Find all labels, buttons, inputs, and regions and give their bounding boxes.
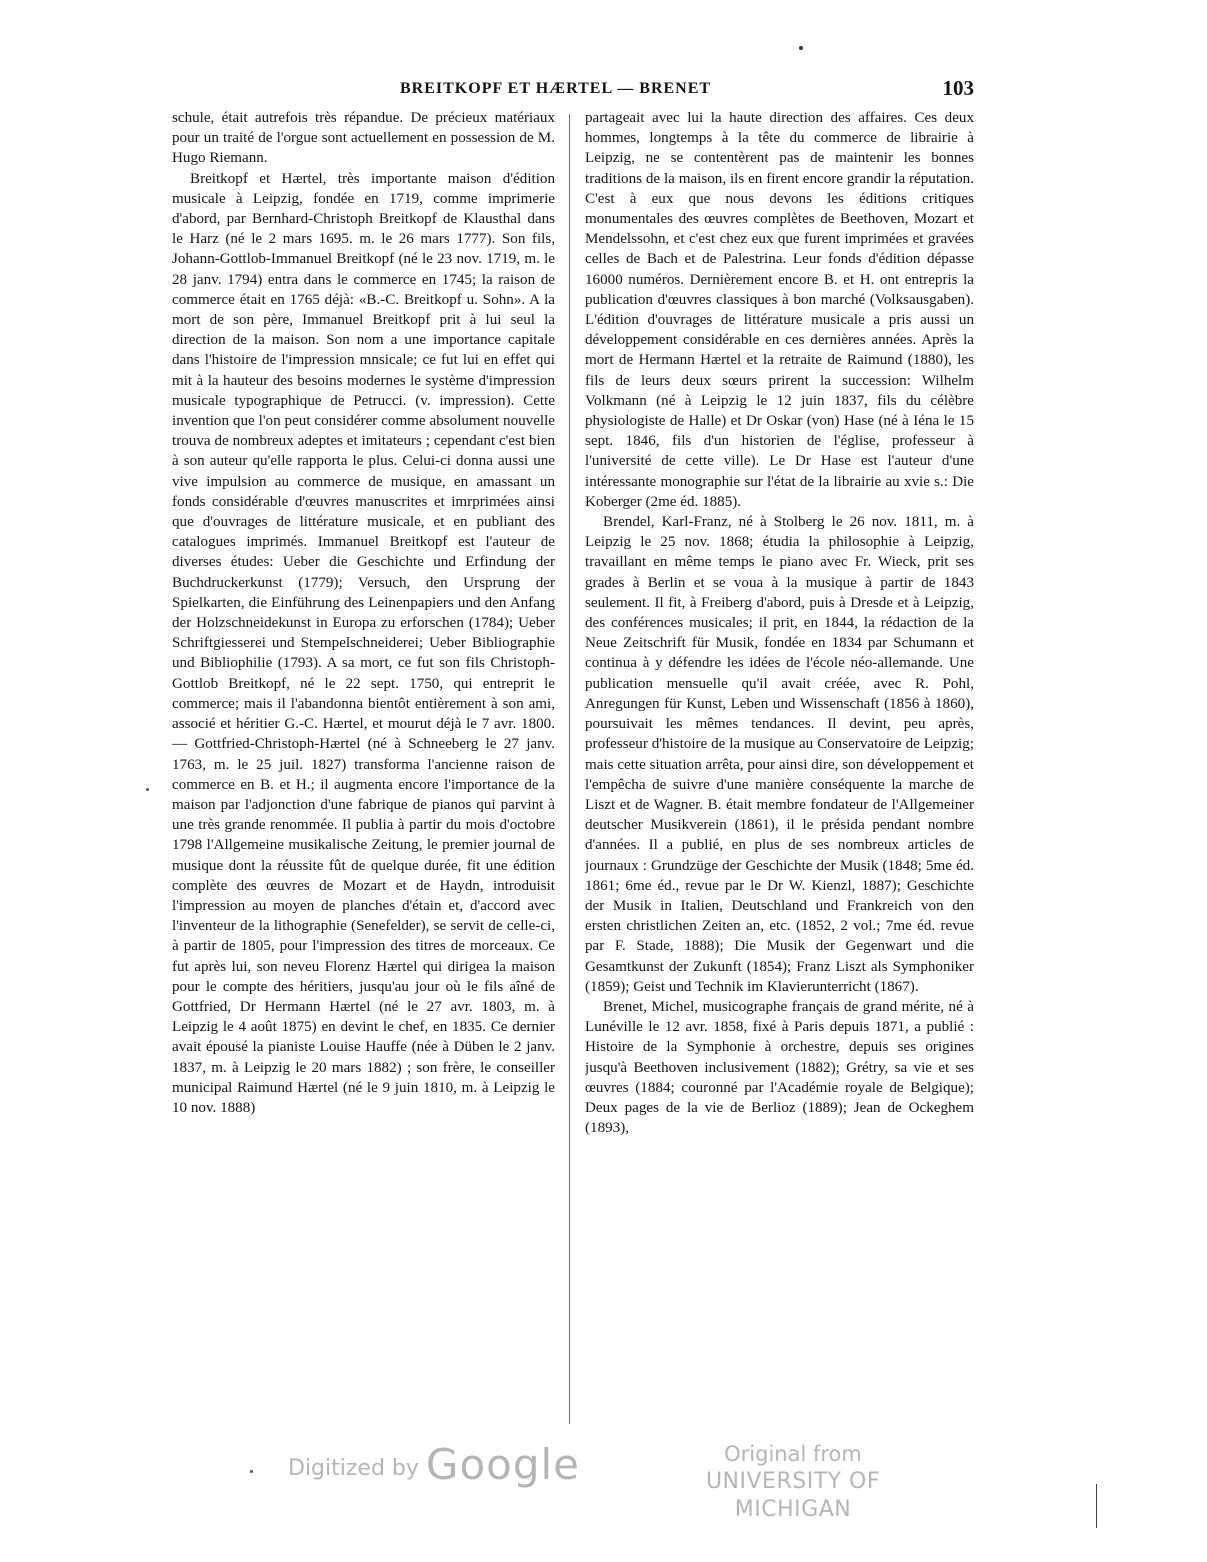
speck-bottom — [250, 1470, 253, 1473]
right-paragraph-1: partageait avec lui la haute direction des affaires. Ces deux hommes, longtemps à la tête du commerce de librairie à Leipzig, ne se contentèrent pas de maintenir les bonnes traditions de la maison, ils en firent encore grandir la réputation. C'est à eux que nous devons les éditions critiques monumentales des œuvres complètes de Beethoven, Mozart et Mendelssohn, et c'est chez eux que furent imprimées et gravées celles de Bach et de Palestrina. Leur fonds d'édition dépasse 16000 numéros. Dernièrement encore B. et H. ont entrepris la publication d'œuvres classiques à bon marché (Volksausgaben). L'édition d'ouvrages de littérature musicale a pris aussi un développement considérable en ces dernières années. Après la mort de Hermann Hærtel et la retraite de Raimund (1880), les fils de leurs deux sœurs prirent la succession: Wilhelm Volkmann (né à Leipzig le 12 juin 1837, fils du célèbre physiologiste de Halle) et Dr Oskar (von) Hase (né à Iéna le 15 sept. 1846, fils d'un historien de l'église, professeur à l'université de cette ville). Le Dr Hase est l'auteur d'une intéressante monographie sur l'état de la librairie au xvie s.: Die Koberger (2me éd. 1885). — [585, 110, 974, 510]
speck-top — [799, 46, 803, 50]
entry-brenet: Brenet, Michel, musicographe français de grand mérite, né à Lunéville le 12 avr. 1858, fixé à Paris depuis 1871, a publié : Histoire de la Symphonie à orchestre, depuis ses origines jusqu'à Beethoven inclusivement (1882); Grétry, sa vie et ses œuvres (1884; couronné par l'Académie royale de Belgique); Deux pages de la vie de Berlioz (1889); Jean de Ockeghem (1893), — [585, 998, 974, 1137]
original-from-label: Original from — [724, 1442, 862, 1466]
left-column — [172, 108, 555, 1428]
right-column — [585, 108, 974, 1428]
page-header — [400, 76, 976, 104]
digitized-by-watermark — [288, 1440, 580, 1489]
running-head: BREITKOPF ET HÆRTEL — BRENET — [400, 80, 712, 97]
page-number: 103 — [942, 76, 974, 100]
digitized-prefix: Digitized by — [288, 1456, 419, 1481]
original-from-watermark — [668, 1440, 918, 1524]
speck-left — [146, 788, 149, 791]
entry-brendel: Brendel, Karl-Franz, né à Stolberg le 26 nov. 1811, m. à Leipzig le 25 nov. 1868; étudia la philosophie à Leipzig, travaillant en même temps le piano avec Fr. Wieck, prit ses grades à Berlin et se voua à la musique à partir de 1843 seulement. Il fit, à Freiberg d'abord, puis à Dresde et à Leipzig, des conférences musicales; il prit, en 1844, la rédaction de la Neue Zeitschrift für Musik, fondée en 1834 par Schumann et continua à y défendre les idées de l'école néo-allemande. Une publication mensuelle qu'il avait créée, avec R. Pohl, Anregungen für Kunst, Leben und Wissenschaft (1856 à 1860), poursuivait les mêmes tendances. Il devint, peu après, professeur d'histoire de la musique au Conservatoire de Leipzig; mais cette situation arrêta, pour ainsi dire, son développement et l'empêcha de suivre d'une manière conséquente la marche de Liszt et de Wagner. B. était membre fondateur de l'Allgemeiner deutscher Musikverein (1861), il le présida pendant nombre d'années. Il a publié, en plus de ses nombreux articles de journaux : Grundzüge der Geschichte der Musik (1848; 5me éd. 1861; 6me éd., revue par le Dr W. Kienzl, 1887); Geschichte der Musik in Italien, Deutschland und Frankreich von den ersten christlichen Zeiten an, etc. (1852, 2 vol.; 7me éd. revue par F. Stade, 1888); Die Musik der Gegenwart und die Gesamtkunst der Zukunft (1854); Franz Liszt als Symphoniker (1859); Geist und Technik im Klavierunterricht (1867). — [585, 514, 974, 995]
column-divider — [569, 114, 570, 1424]
google-logo-text: Google — [425, 1440, 581, 1489]
scan-edge-mark — [1096, 1484, 1097, 1528]
entry-breitkopf-haertel: Breitkopf et Hærtel, très importante maison d'édition musicale à Leipzig, fondée en 1719, comme imprimerie d'abord, par Bernhard-Christoph Breitkopf de Klausthal dans le Harz (né le 2 mars 1695. m. le 26 mars 1777). Son fils, Johann-Gottlob-Immanuel Breitkopf (né le 23 nov. 1719, m. le 28 janv. 1794) entra dans le commerce en 1745; la raison de commerce était en 1765 déjà: «B.-C. Breitkopf u. Sohn». A la mort de son père, Immanuel Breitkopf prit à lui seul la direction de la maison. Son nom a une importance capitale dans l'histoire de l'impression mnsicale; ce fut lui en effet qui mit à la hauteur des besoins modernes le système d'impression musicale typographique de Petrucci. (v. impression). Cette invention que l'on peut considérer comme absolument nouvelle trouva de nombreux adeptes et imitateurs ; cependant c'est bien à son auteur qu'elle rapporta le plus. Celui-ci donna aussi une vive impulsion au commerce de musique, en amassant un fonds considérable d'œuvres manuscrites et imrprimées ainsi que d'ouvrages de littérature musicale, et en publiant des catalogues imprimés. Immanuel Breitkopf est l'auteur de diverses études: Ueber die Geschichte und Erfindung der Buchdruckerkunst (1779); Versuch, den Ursprung der Spielkarten, die Einführung des Leinenpapiers und den Anfang der Holzschneidekunst in Europa zu erforschen (1784); Ueber Schriftgiesserei und Stempelschneiderei; Ueber Bibliographie und Bibliophilie (1793). A sa mort, ce fut son fils Christoph-Gottlob Breitkopf, né le 22 sept. 1750, qui entreprit le commerce; mais il l'abandonna bientôt entièrement à son ami, associé et héritier G.-C. Hærtel, et mourut déjà le 7 avr. 1800. — Gottfried-Christoph-Hærtel (né à Schneeberg le 27 janv. 1763, m. le 25 juil. 1827) transforma l'ancienne raison de commerce en B. et H.; il augmenta encore l'importance de la maison par l'adjonction d'une fabrique de pianos qui parvint à une très grande renommée. Il publia à partir du mois d'octobre 1798 l'Allgemeine musikalische Zeitung, le premier journal de musique dont la réussite fût de quelque durée, fit une édition complète des œuvres de Mozart et de Haydn, introduisit l'impression au moyen de planches d'étain et, d'accord avec l'inventeur de la lithographie (Senefelder), se servit de celle-ci, à partir de 1805, pour l'impression des titres de morceaux. Ce fut après lui, son neveu Florenz Hærtel qui dirigea la maison pour le compte des héritiers, jusqu'au jour où le fils aîné de Gottfried, Dr Hermann Hærtel (né le 27 avr. 1803, m. à Leipzig le 4 août 1875) en devint le chef, en 1835. Ce dernier avait épousé la pianiste Louise Hauffe (née à Düben le 2 janv. 1837, m. à Leipzig le 20 mars 1882) ; son frère, le conseiller municipal Raimund Hærtel (né le 9 juin 1810, m. à Leipzig le 10 nov. 1888) — [172, 170, 555, 1116]
left-paragraph-1: schule, était autrefois très répandue. De précieux matériaux pour un traité de l'orgue sont actuellement en possession de M. Hugo Riemann. — [172, 110, 555, 167]
university-label: UNIVERSITY OF MICHIGAN — [705, 1469, 881, 1522]
